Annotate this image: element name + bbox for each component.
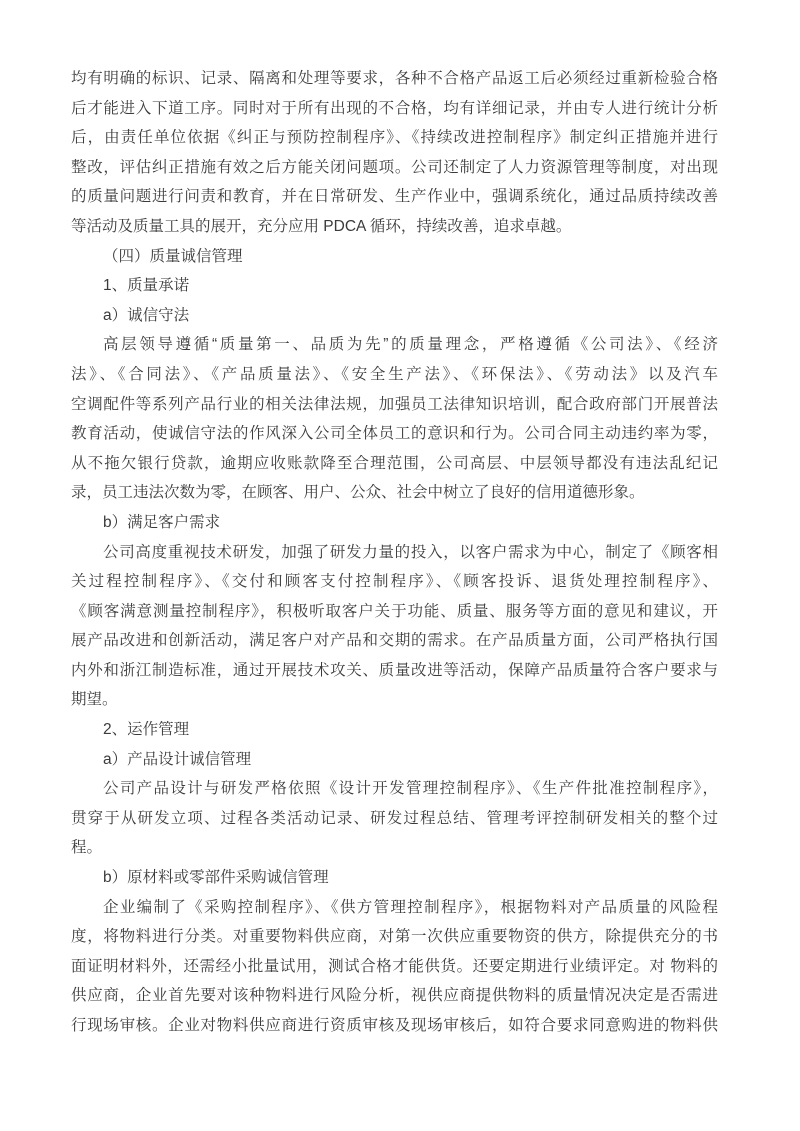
text-line: 高层领导遵循“质量第一、品质为先”的质量理念，严格遵循《公司法》、《经济 <box>103 336 718 354</box>
text-line: 后，由责任单位依据《纠正与预防控制程序》、《持续改进控制程序》制定纠正措施并进行 <box>71 129 718 147</box>
text-line: 后才能进入下道工序。同时对于所有出现的不合格，均有详细记录，并由专人进行统计分析 <box>71 99 718 117</box>
text-line: a）诚信守法 <box>103 306 190 324</box>
text-line: 内外和浙江制造标准，通过开展技术攻关、质量改进等活动，保障产品质量符合客户要求与 <box>71 661 718 679</box>
text-line: 法》、《合同法》、《产品质量法》、《安全生产法》、《环保法》、《劳动法》以及汽车 <box>71 365 718 383</box>
text-line: 录，员工违法次数为零，在顾客、用户、公众、社会中树立了良好的信用道德形象。 <box>71 484 645 502</box>
text-line: （四）质量诚信管理 <box>103 247 243 265</box>
text-line: b）原材料或零部件采购诚信管理 <box>103 869 329 887</box>
document-body <box>71 64 718 1041</box>
text-line: 2、运作管理 <box>103 721 190 739</box>
text-line: 1、质量承诺 <box>103 277 190 295</box>
text-line: 供应商，企业首先要对该种物料进行风险分析，视供应商提供物料的质量情况决定是否需进 <box>71 987 718 1005</box>
text-line: b）满足客户需求 <box>103 513 221 531</box>
text-line: 企业编制了《采购控制程序》、《供方管理控制程序》，根据物料对产品质量的风险程 <box>103 898 718 916</box>
text-line: 公司产品设计与研发严格依照《设计开发管理控制程序》、《生产件批准控制程序》， <box>103 780 718 798</box>
text-line: 从不拖欠银行贷款，逾期应收账款降至合理范围，公司高层、中层领导都没有违法乱纪记 <box>71 454 718 472</box>
text-line: 度，将物料进行分类。对重要物料供应商，对第一次供应重要物资的供方，除提供充分的书 <box>71 928 718 946</box>
text-line: 公司高度重视技术研发，加强了研发力量的投入，以客户需求为中心，制定了《顾客相 <box>103 543 718 561</box>
text-line: 关过程控制程序》、《交付和顾客支付控制程序》、《顾客投诉、退货处理控制程序》、 <box>71 573 718 591</box>
text-line: 面证明材料外，还需经小批量试用，测试合格才能供货。还要定期进行业绩评定。对 物料的 <box>71 957 718 975</box>
text-line: 空调配件等系列产品行业的相关法律法规，加强员工法律知识培训，配合政府部门开展普法 <box>71 395 718 413</box>
text-line: 贯穿于从研发立项、过程各类活动记录、研发过程总结、管理考评控制研发相关的整个过 <box>71 809 718 827</box>
text-line: 期望。 <box>71 691 118 709</box>
text-line: 教育活动，使诚信守法的作风深入公司全体员工的意识和行为。公司合同主动违约率为零， <box>71 425 718 443</box>
text-line: 行现场审核。企业对物料供应商进行资质审核及现场审核后，如符合要求同意购进的物料供 <box>71 1017 718 1034</box>
text-line: 展产品改进和创新活动，满足客户对产品和交期的需求。在产品质量方面，公司严格执行国 <box>71 632 718 650</box>
text-line: 整改，评估纠正措施有效之后方能关闭问题项。公司还制定了人力资源管理等制度，对出现 <box>71 158 718 176</box>
text-line: a）产品设计诚信管理 <box>103 750 252 768</box>
text-line: 程。 <box>71 839 103 857</box>
text-line: 均有明确的标识、记录、隔离和处理等要求，各种不合格产品返工后必须经过重新检验合格 <box>71 70 718 87</box>
text-line: 的质量问题进行问责和教育，并在日常研发、生产作业中，强调系统化，通过品质持续改善 <box>71 188 718 206</box>
text-line: 《顾客满意测量控制程序》，积极听取客户关于功能、质量、服务等方面的意见和建议，开 <box>71 602 718 620</box>
text-line: 等活动及质量工具的展开，充分应用 PDCA 循环，持续改善，追求卓越。 <box>71 217 572 235</box>
